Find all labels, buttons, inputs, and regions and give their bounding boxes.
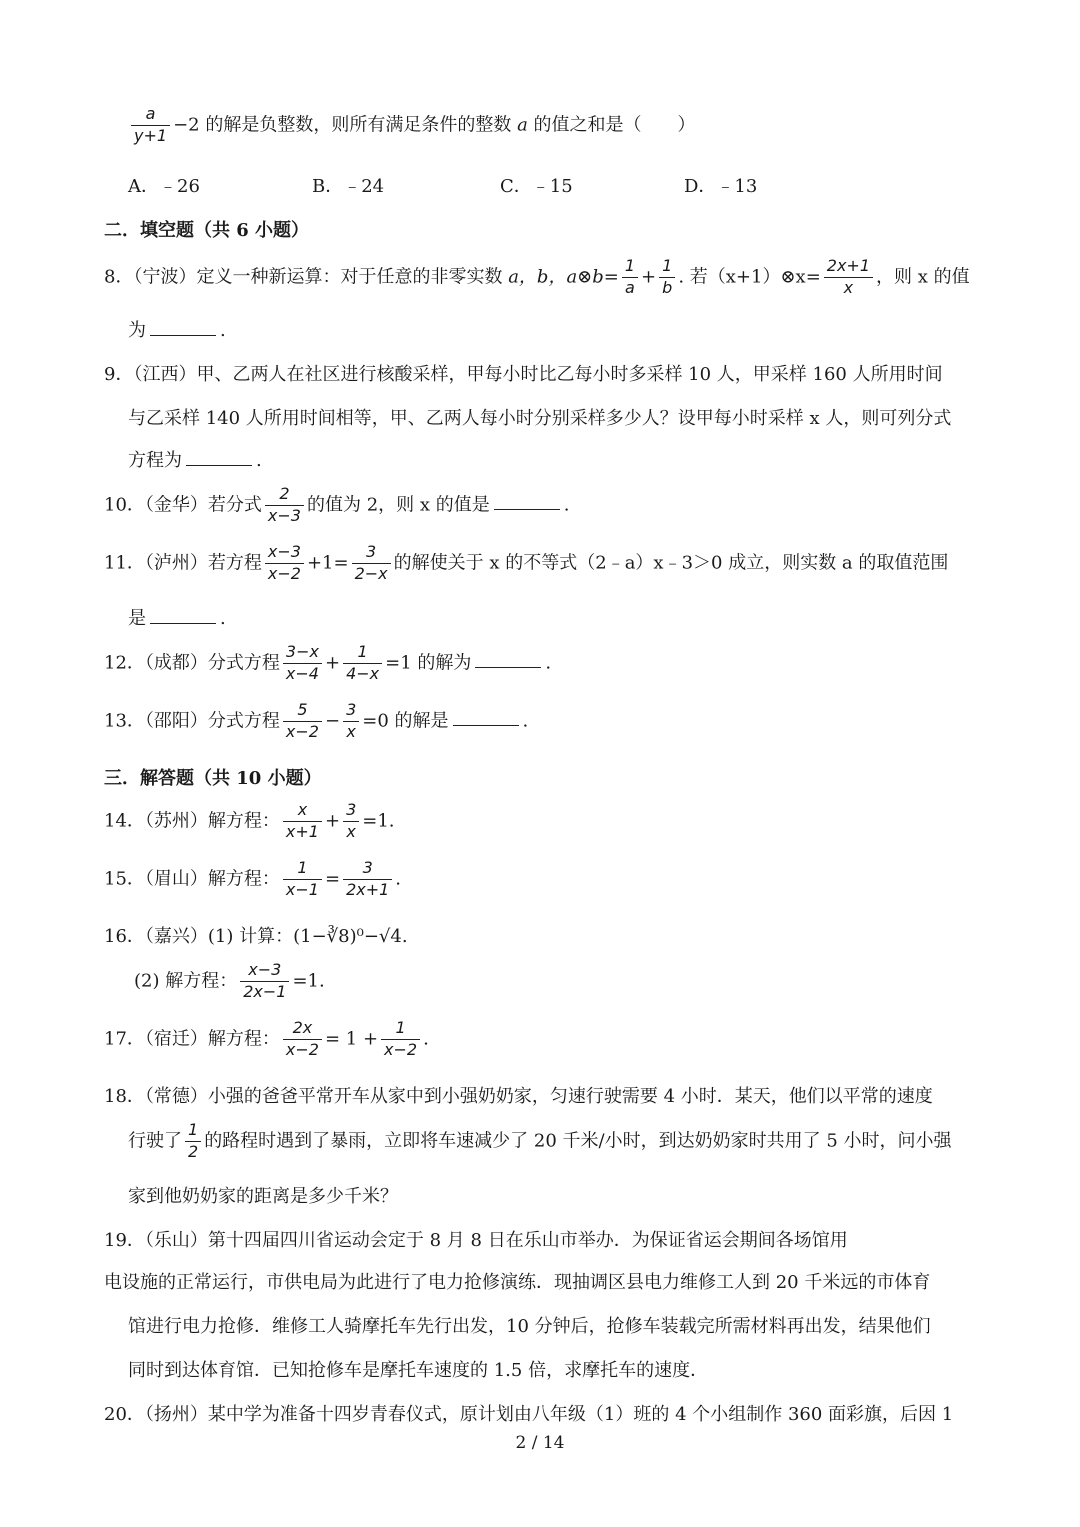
q14-frac1: $\frac{x}{x+1}$ xyxy=(283,802,322,841)
q18-frac: $\frac{1}{2}$ xyxy=(185,1122,201,1161)
q15-frac1: $\frac{1}{x-1}$ xyxy=(283,860,322,899)
q8-frac2: $\frac{1}{b}$ xyxy=(659,258,675,297)
q10-line: 10．（金华）若分式 $\frac{2}{x-3}$ 的值为 2，则 x 的值是 . xyxy=(104,484,570,525)
q9-line3: 方程为 . xyxy=(128,450,262,471)
q8-frac3: $\frac{2x+1}{x}$ xyxy=(824,258,873,297)
q16-line2: (2) 解方程： $\frac{x-3}{2x-1}$ =1. xyxy=(134,960,325,1001)
q14-line: 14．（苏州）解方程： $\frac{x}{x+1}$ + $\frac{3}{x}$ =1. xyxy=(104,800,395,841)
q20-line1: 20．（扬州）某中学为准备十四岁青春仪式，原计划由八年级（1）班的 4 个小组制作 360 面彩旗，后因 1 xyxy=(104,1404,954,1425)
q11-frac1: $\frac{x-3}{x-2}$ xyxy=(265,544,304,583)
q15-line: 15．（眉山）解方程： $\frac{1}{x-1}$ = $\frac{3}{2x+1}$ . xyxy=(104,858,402,899)
q8-line2: 为 . xyxy=(128,320,226,341)
q19-line3: 馆进行电力抢修．维修工人骑摩托车先行出发，10 分钟后，抢修车装载完所需材料再出发，结果他们 xyxy=(128,1316,931,1337)
q13-line: 13．（邵阳）分式方程 $\frac{5}{x-2}$ − $\frac{3}{x}$ =0 的解是 . xyxy=(104,700,529,741)
q17-frac1: $\frac{2x}{x-2}$ xyxy=(283,1020,322,1059)
q9-line2: 与乙采样 140 人所用时间相等，甲、乙两人每小时分别采样多少人？设甲每小时采样 x 人，则可列分式 xyxy=(128,408,952,429)
q14-frac2: $\frac{3}{x}$ xyxy=(343,802,359,841)
q8-line1: 8．（宁波）定义一种新运算：对于任意的非零实数 a，b，a⊗b= $\frac{1}{a}$ + $\frac{1}{b}$ . 若（x+1）⊗x= $\frac{2x+1}{x}$ ，则 x 的值 xyxy=(104,256,970,297)
q19-line4: 同时到达体育馆．已知抢修车是摩托车速度的 1.5 倍，求摩托车的速度． xyxy=(128,1360,709,1381)
option-c[interactable]: C．﹣15 xyxy=(500,176,573,197)
page-number: 2 / 14 xyxy=(515,1433,565,1453)
q9-line1: 9．（江西）甲、乙两人在社区进行核酸采样，甲每小时比乙每小时多采样 10 人，甲采样 160 人所用时间 xyxy=(104,364,943,385)
q16-frac: $\frac{x-3}{2x-1}$ xyxy=(240,962,289,1001)
answer-blank[interactable] xyxy=(150,619,216,624)
answer-blank[interactable] xyxy=(494,505,560,510)
answer-blank[interactable] xyxy=(475,663,541,668)
q7-line: $\frac{a}{y+1}$ −2 的解是负整数，则所有满足条件的整数 a 的值之和是（ ） xyxy=(128,106,1080,145)
q10-frac: $\frac{2}{x-3}$ xyxy=(265,486,304,525)
q18-line3: 家到他奶奶家的距离是多少千米？ xyxy=(128,1186,398,1207)
q12-frac1: $\frac{3-x}{x-4}$ xyxy=(283,644,322,683)
section-solve-title: 三．解答题（共 10 小题） xyxy=(104,768,322,789)
q13-frac1: $\frac{5}{x-2}$ xyxy=(283,702,322,741)
q15-frac2: $\frac{3}{2x+1}$ xyxy=(343,860,392,899)
q13-frac2: $\frac{3}{x}$ xyxy=(343,702,359,741)
answer-blank[interactable] xyxy=(186,461,252,466)
q11-line1: 11．（泸州）若方程 $\frac{x-3}{x-2}$ +1= $\frac{3}{2-x}$ 的解使关于 x 的不等式（2﹣a）x﹣3＞0 成立，则实数 a 的取值范围 xyxy=(104,542,949,583)
option-b[interactable]: B．﹣24 xyxy=(312,176,385,197)
option-a[interactable]: A．﹣26 xyxy=(128,176,200,197)
option-d[interactable]: D．﹣13 xyxy=(684,176,758,197)
q11-frac2: $\frac{3}{2-x}$ xyxy=(352,544,391,583)
q8-frac1: $\frac{1}{a}$ xyxy=(622,258,638,297)
q17-line: 17．（宿迁）解方程： $\frac{2x}{x-2}$ = 1 + $\frac{1}{x-2}$ . xyxy=(104,1018,429,1059)
answer-blank[interactable] xyxy=(150,331,216,336)
q17-frac2: $\frac{1}{x-2}$ xyxy=(381,1020,420,1059)
q11-line2: 是 . xyxy=(128,608,226,629)
q12-line: 12．（成都）分式方程 $\frac{3-x}{x-4}$ + $\frac{1}{4-x}$ =1 的解为 . xyxy=(104,642,552,683)
q19-line2: 电设施的正常运行，市供电局为此进行了电力抢修演练．现抽调区县电力维修工人到 20 千米远的市体育 xyxy=(104,1272,931,1293)
q18-line2: 行驶了 $\frac{1}{2}$ 的路程时遇到了暴雨，立即将车速减少了 20 千米/小时，到达奶奶家时共用了 5 小时，问小强 xyxy=(128,1120,952,1161)
q16-line1: 16．（嘉兴）(1) 计算：(1−∛8)⁰−√4. xyxy=(104,926,408,947)
answer-blank[interactable] xyxy=(453,721,519,726)
q19-line1: 19．（乐山）第十四届四川省运动会定于 8 月 8 日在乐山市举办．为保证省运会期间各场馆用 xyxy=(104,1230,848,1251)
section-fill-blank-title: 二．填空题（共 6 小题） xyxy=(104,220,310,241)
q18-line1: 18．（常德）小强的爸爸平常开车从家中到小强奶奶家，匀速行驶需要 4 小时．某天，他们以平常的速度 xyxy=(104,1086,933,1107)
q12-frac2: $\frac{1}{4-x}$ xyxy=(343,644,382,683)
q7-fraction: $\frac{a}{y+1}$ xyxy=(131,106,170,145)
